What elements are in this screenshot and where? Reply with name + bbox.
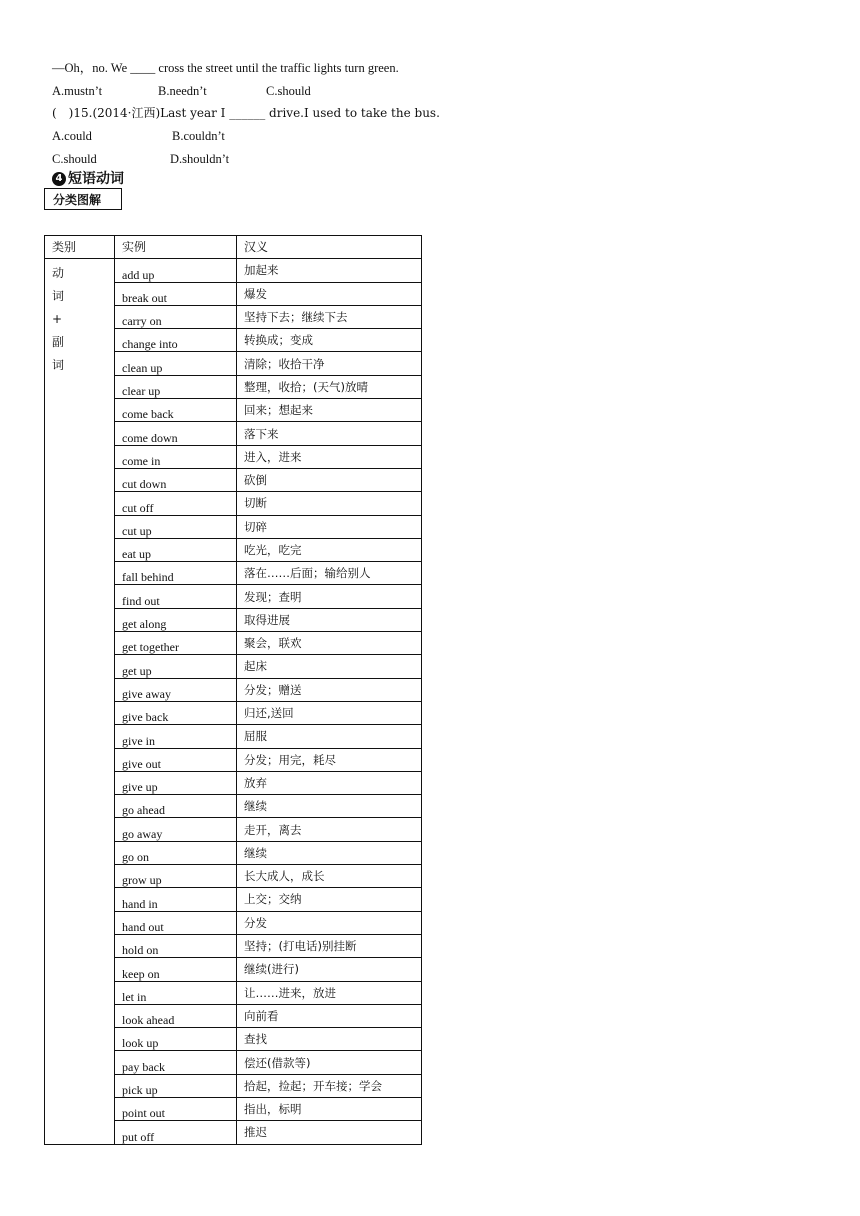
phrase-cell: pick up (115, 1074, 237, 1097)
meaning-cell: 归还,送回 (237, 701, 422, 724)
phrase-cell: give back (115, 701, 237, 724)
phrase-cell: eat up (115, 538, 237, 561)
header-category: 类别 (45, 236, 115, 259)
meaning-cell: 切断 (237, 492, 422, 515)
phrase-cell: go ahead (115, 795, 237, 818)
meaning-cell: 推迟 (237, 1121, 422, 1144)
meaning-cell: 分发；赠送 (237, 678, 422, 701)
phrase-cell: carry on (115, 305, 237, 328)
category-char: 动 (52, 266, 65, 281)
meaning-cell: 让……进来，放进 (237, 981, 422, 1004)
header-example: 实例 (115, 236, 237, 259)
category-char: 词 (52, 289, 65, 304)
phrase-cell: come in (115, 445, 237, 468)
meaning-cell: 屈服 (237, 725, 422, 748)
phrase-cell: hand out (115, 911, 237, 934)
meaning-cell: 整理，收拾；(天气)放晴 (237, 375, 422, 398)
phrase-cell: cut off (115, 492, 237, 515)
meaning-cell: 继续 (237, 841, 422, 864)
table-row (45, 259, 422, 282)
phrase-cell: give up (115, 771, 237, 794)
meaning-cell: 偿还(借款等) (237, 1051, 422, 1074)
section-title: 短语动词 (68, 171, 124, 187)
phrase-cell: get up (115, 655, 237, 678)
meaning-cell: 继续 (237, 795, 422, 818)
q15-option-a: A.could (52, 129, 92, 143)
phrase-cell: find out (115, 585, 237, 608)
header-meaning: 汉义 (237, 236, 422, 259)
meaning-cell: 切碎 (237, 515, 422, 538)
meaning-cell: 走开，离去 (237, 818, 422, 841)
category-char: + (52, 312, 63, 327)
phrase-cell: fall behind (115, 562, 237, 585)
meaning-cell: 起床 (237, 655, 422, 678)
phrase-cell: give away (115, 678, 237, 701)
phrase-cell: change into (115, 329, 237, 352)
meaning-cell: 长大成人，成长 (237, 865, 422, 888)
meaning-cell: 取得进展 (237, 608, 422, 631)
phrase-cell: cut up (115, 515, 237, 538)
meaning-cell: 吃光，吃完 (237, 538, 422, 561)
phrase-cell: put off (115, 1121, 237, 1144)
q15-option-d: D.shouldn’t (170, 152, 230, 166)
meaning-cell: 分发 (237, 911, 422, 934)
meaning-cell: 加起来 (237, 259, 422, 282)
dialogue-line: —Oh，no. We ____ cross the street until the traffic lights turn green. (52, 61, 399, 75)
meaning-cell: 坚持下去；继续下去 (237, 305, 422, 328)
meaning-cell: 聚会，联欢 (237, 632, 422, 655)
category-char: 词 (52, 358, 65, 373)
category-cell (45, 259, 115, 1144)
meaning-cell: 清除；收拾干净 (237, 352, 422, 375)
phrase-cell: clean up (115, 352, 237, 375)
phrase-cell: get along (115, 608, 237, 631)
meaning-cell: 查找 (237, 1028, 422, 1051)
q14-option-a: A.mustn’t (52, 84, 103, 98)
meaning-cell: 爆发 (237, 282, 422, 305)
phrase-cell: hand in (115, 888, 237, 911)
meaning-cell: 继续(进行) (237, 958, 422, 981)
category-diagram-label: 分类图解 (44, 188, 122, 210)
phrase-cell: clear up (115, 375, 237, 398)
meaning-cell: 砍倒 (237, 468, 422, 491)
q14-option-c: C.should (266, 84, 311, 98)
phrase-cell: come down (115, 422, 237, 445)
meaning-cell: 上交；交纳 (237, 888, 422, 911)
category-char: 副 (52, 335, 65, 350)
meaning-cell: 分发；用完，耗尽 (237, 748, 422, 771)
phrase-cell: go on (115, 841, 237, 864)
phrase-cell: add up (115, 259, 237, 282)
phrase-cell: look ahead (115, 1004, 237, 1027)
section-number-badge: 4 (52, 172, 66, 186)
q15-stem: ( )15.(2014·江西)Last year I ______ drive.I used to take the bus. (52, 106, 440, 120)
phrase-cell: hold on (115, 934, 237, 957)
meaning-cell: 落下来 (237, 422, 422, 445)
meaning-cell: 转换成；变成 (237, 329, 422, 352)
phrase-cell: go away (115, 818, 237, 841)
phrasal-verb-table (44, 235, 422, 1145)
phrase-cell: break out (115, 282, 237, 305)
meaning-cell: 坚持；(打电话)别挂断 (237, 934, 422, 957)
phrase-cell: come back (115, 399, 237, 422)
meaning-cell: 向前看 (237, 1004, 422, 1027)
q14-option-b: B.needn’t (158, 84, 207, 98)
meaning-cell: 发现；查明 (237, 585, 422, 608)
phrase-cell: keep on (115, 958, 237, 981)
phrase-cell: get together (115, 632, 237, 655)
q15-option-c: C.should (52, 152, 97, 166)
meaning-cell: 拾起，捡起；开车接；学会 (237, 1074, 422, 1097)
phrase-cell: pay back (115, 1051, 237, 1074)
meaning-cell: 回来；想起来 (237, 399, 422, 422)
meaning-cell: 落在……后面；输给别人 (237, 562, 422, 585)
phrase-cell: let in (115, 981, 237, 1004)
phrase-cell: give in (115, 725, 237, 748)
phrase-cell: look up (115, 1028, 237, 1051)
meaning-cell: 指出，标明 (237, 1097, 422, 1120)
table-header-row (45, 236, 422, 259)
section-heading (52, 170, 124, 188)
q15-option-b: B.couldn’t (172, 129, 225, 143)
phrase-cell: grow up (115, 865, 237, 888)
phrase-cell: give out (115, 748, 237, 771)
meaning-cell: 放弃 (237, 771, 422, 794)
table-body (45, 259, 422, 1144)
phrase-cell: point out (115, 1097, 237, 1120)
phrase-cell: cut down (115, 468, 237, 491)
meaning-cell: 进入，进来 (237, 445, 422, 468)
